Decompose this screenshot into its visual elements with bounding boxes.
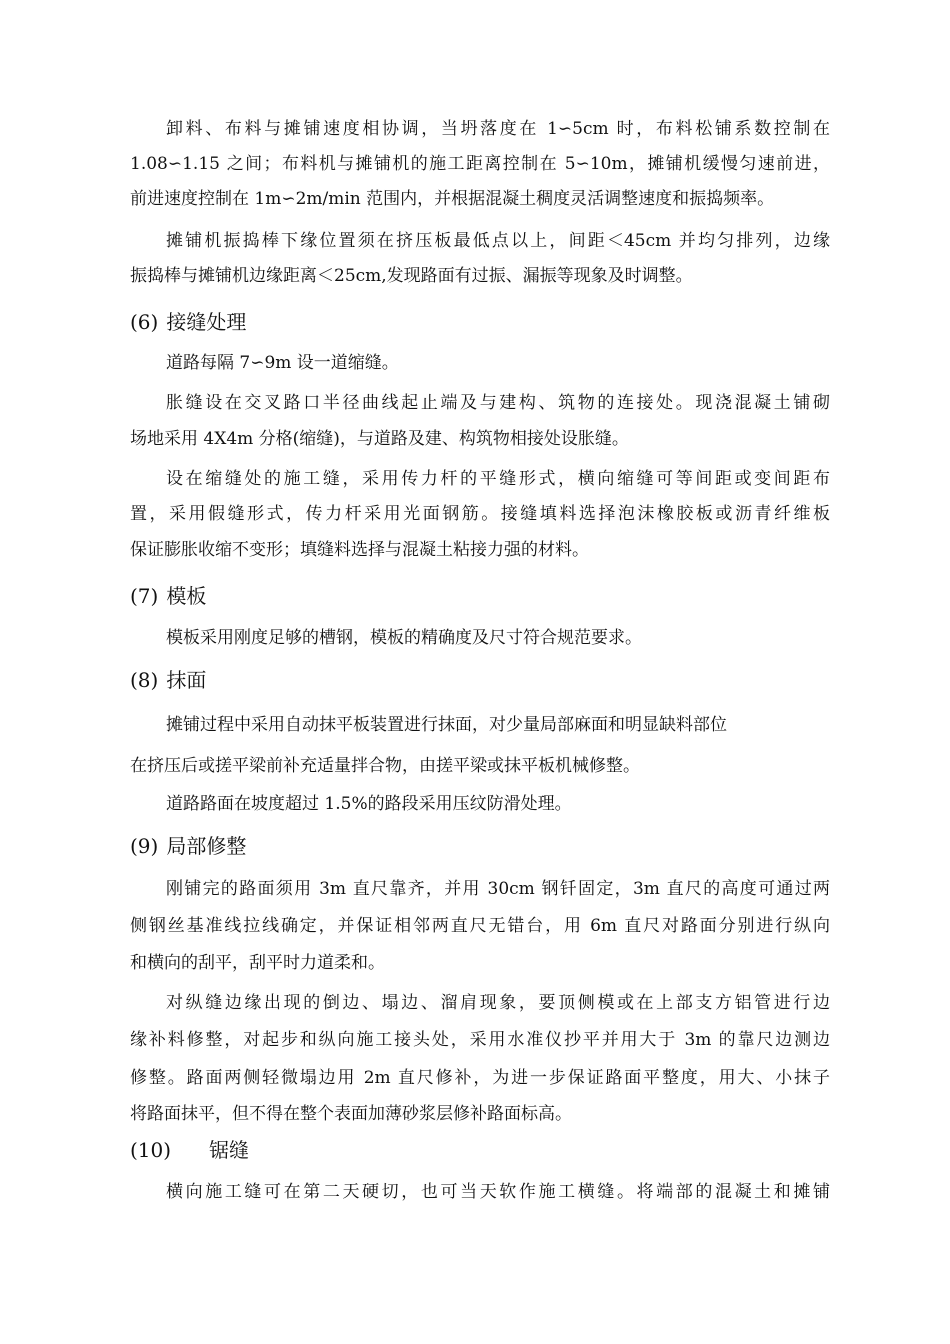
paragraph-line: 振捣棒与摊铺机边缘距离＜25cm,发现路面有过振、漏振等现象及时调整。 bbox=[130, 266, 693, 286]
paragraph-line: 卸料、布料与摊铺速度相协调，当坍落度在 1∽5cm 时，布料松铺系数控制在 bbox=[166, 119, 830, 139]
section-title: 局部修整 bbox=[166, 834, 247, 858]
paragraph-line: 场地采用 4X4m 分格(缩缝)，与道路及建、构筑物相接处设胀缝。 bbox=[130, 429, 629, 449]
section-number: (9) bbox=[130, 834, 159, 858]
paragraph-line: 横向施工缝可在第二天硬切，也可当天软作施工横缝。将端部的混凝土和摊铺 bbox=[166, 1182, 830, 1202]
section-number: (10) bbox=[130, 1138, 172, 1162]
section-number: (6) bbox=[130, 310, 159, 334]
paragraph-line: 胀缝设在交叉路口半径曲线起止端及与建构、筑物的连接处。现浇混凝土铺砌 bbox=[166, 393, 830, 413]
paragraph-line: 保证膨胀收缩不变形；填缝料选择与混凝土粘接力强的材料。 bbox=[130, 540, 589, 560]
paragraph-line: 摊铺机振捣棒下缘位置须在挤压板最低点以上，间距＜45cm 并均匀排列，边缘 bbox=[166, 231, 830, 251]
section-title: 接缝处理 bbox=[166, 310, 247, 334]
section-heading bbox=[130, 1137, 249, 1163]
paragraph-line: 刚铺完的路面须用 3m 直尺靠齐，并用 30cm 钢钎固定，3m 直尺的高度可通过两 bbox=[166, 879, 830, 899]
section-number: (7) bbox=[130, 584, 159, 608]
paragraph-line: 对纵缝边缘出现的倒边、塌边、溜肩现象，要顶侧模或在上部支方铝管进行边 bbox=[166, 993, 830, 1013]
paragraph-line: 模板采用刚度足够的槽钢，模板的精确度及尺寸符合规范要求。 bbox=[166, 628, 642, 648]
paragraph-line: 将路面抹平，但不得在整个表面加薄砂浆层修补路面标高。 bbox=[130, 1104, 572, 1124]
section-title: 模板 bbox=[166, 584, 207, 608]
paragraph-line: 摊铺过程中采用自动抹平板装置进行抹面，对少量局部麻面和明显缺料部位 bbox=[166, 715, 727, 735]
section-heading bbox=[130, 833, 246, 859]
paragraph-line: 前进速度控制在 1m∽2m/min 范围内，并根据混凝土稠度灵活调整速度和振捣频率。 bbox=[130, 189, 775, 209]
paragraph-line: 置，采用假缝形式，传力杆采用光面钢筋。接缝填料选择泡沫橡胶板或沥青纤维板 bbox=[130, 504, 830, 524]
section-title: 锯缝 bbox=[209, 1138, 250, 1162]
paragraph-line: 道路每隔 7∽9m 设一道缩缝。 bbox=[166, 353, 399, 373]
section-number: (8) bbox=[130, 668, 159, 692]
section-heading bbox=[130, 309, 246, 335]
paragraph-line: 1.08∽1.15 之间；布料机与摊铺机的施工距离控制在 5∽10m，摊铺机缓慢匀速前进， bbox=[130, 154, 830, 174]
paragraph-line: 道路路面在坡度超过 1.5%的路段采用压纹防滑处理。 bbox=[166, 794, 572, 814]
paragraph-line: 修整。路面两侧轻微塌边用 2m 直尺修补，为进一步保证路面平整度，用大、小抹子 bbox=[130, 1068, 830, 1088]
section-heading bbox=[130, 583, 206, 609]
paragraph-line: 和横向的刮平，刮平时力道柔和。 bbox=[130, 953, 385, 973]
paragraph-line: 侧钢丝基准线拉线确定，并保证相邻两直尺无错台，用 6m 直尺对路面分别进行纵向 bbox=[130, 916, 830, 936]
paragraph-line: 缘补料修整，对起步和纵向施工接头处，采用水准仪抄平并用大于 3m 的靠尺边测边 bbox=[130, 1030, 830, 1050]
section-title: 抹面 bbox=[166, 668, 207, 692]
paragraph-line: 在挤压后或搓平梁前补充适量拌合物，由搓平梁或抹平板机械修整。 bbox=[130, 756, 640, 776]
section-heading bbox=[130, 667, 206, 693]
paragraph-line: 设在缩缝处的施工缝，采用传力杆的平缝形式，横向缩缝可等间距或变间距布 bbox=[166, 469, 830, 489]
